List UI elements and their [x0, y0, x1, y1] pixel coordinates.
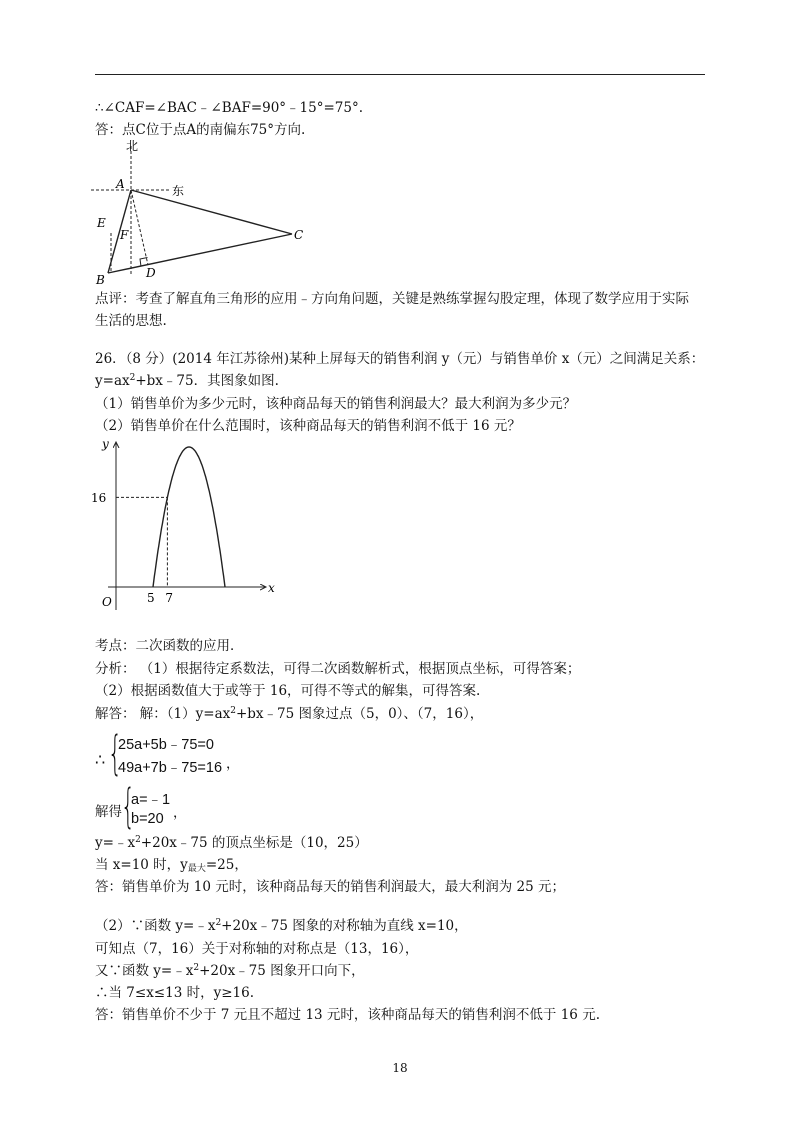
part2-line-3: 又∵函数 $y=﹣x^2+20x﹣75$ 图象开口向下， [95, 963, 365, 979]
part2-line-1: （2）∵函数 $y=﹣x^2+20x﹣75$ 图象的对称轴为直线 x=10， [95, 918, 468, 934]
answer-part-2: 答：销售单价不少于 7 元且不超过 13 元时，该种商品每天的销售利润不低于 16 元. [95, 1007, 600, 1023]
label-c: C [294, 228, 304, 242]
solution-intro: 解答： 解：$(1)y=ax^2+bx﹣75$ 图象过点（5，0）、（7，16）， [95, 706, 484, 722]
y-axis-label: y [102, 437, 109, 451]
system1-eq2: 49a+7b﹣75=16 [118, 760, 223, 776]
triangle-diagram [88, 138, 318, 288]
x-axis-label: x [268, 581, 275, 595]
parabola-curve [153, 447, 225, 587]
analysis-2: （2）根据函数值大于或等于 16，可得不等式的解集，可得答案. [95, 683, 481, 699]
jiede-label: 解得 [95, 804, 122, 820]
label-e: E [97, 216, 106, 230]
label-a: A [116, 177, 125, 191]
side-ac [131, 190, 292, 234]
therefore-symbol: ∴ [95, 750, 106, 769]
side-bc [108, 234, 292, 273]
max-value-line: 当 x=10 时，$y_{最大}=25$， [95, 857, 248, 874]
header-rule [95, 74, 705, 75]
answer-part-1: 答：销售单价为 10 元时，该种商品每天的销售利润最大，最大利润为 25 元； [95, 879, 566, 895]
system1-eq1: 25a+5b﹣75=0 [118, 737, 214, 753]
part2-line-4: ∴当 7≤x≤13 时，y≥16. [95, 985, 254, 1001]
altitude-ad [131, 190, 148, 265]
comment-line-1: 点评：考查了解直角三角形的应用﹣方向角问题，关键是熟练掌握勾股定理，体现了数学应用于实际 [95, 291, 689, 307]
page-number: 18 [392, 1061, 408, 1075]
question-header: 26．（8 分）(2014 年江苏徐州)某种上屏每天的销售利润 y（元）与销售单价 x（元）之间满足关系： [95, 351, 705, 367]
question-relation: $y=ax^2+bx﹣75$．其图象如图. [95, 373, 279, 389]
tick-label-7: 7 [165, 591, 174, 605]
system2-eq1: a=﹣1 [131, 792, 171, 808]
angle-equation: ∴∠CAF=∠BAC﹣∠BAF=90°﹣15°=75°. [95, 100, 364, 116]
origin-label: O [102, 595, 112, 609]
label-b: B [96, 273, 105, 287]
vertex-line: $y=﹣x^2+20x﹣75$ 的顶点坐标是（10，25） [95, 835, 368, 851]
label-f: F [120, 228, 129, 242]
comment-line-2: 生活的思想. [95, 313, 167, 329]
tick-label-16: 16 [91, 491, 107, 505]
question-part-1: （1）销售单价为多少元时，该种商品每天的销售利润最大？最大利润为多少元？ [95, 396, 577, 412]
part2-line-2: 可知点（7，16）关于对称轴的对称点是（13，16）， [95, 941, 419, 957]
label-d: D [146, 266, 156, 280]
kaodian: 考点：二次函数的应用． [95, 638, 244, 654]
tick-label-5: 5 [147, 591, 155, 605]
north-label: 北 [126, 139, 139, 153]
system-brace-1: { [108, 729, 122, 782]
system2-comma: ， [173, 805, 187, 821]
parabola-graph [88, 432, 288, 617]
system1-comma: ， [226, 756, 240, 772]
system2-eq2: b=20 [131, 811, 164, 827]
analysis-1: 分析： （1）根据待定系数法，可得二次函数解析式，根据顶点坐标，可得答案； [95, 661, 581, 677]
east-label: 东 [172, 184, 185, 198]
question-part-2: （2）销售单价在什么范围时，该种商品每天的销售利润不低于 16 元？ [95, 418, 521, 434]
answer-direction: 答：点C位于点A的南偏东75°方向. [95, 122, 306, 138]
system-brace-2: { [121, 782, 135, 835]
